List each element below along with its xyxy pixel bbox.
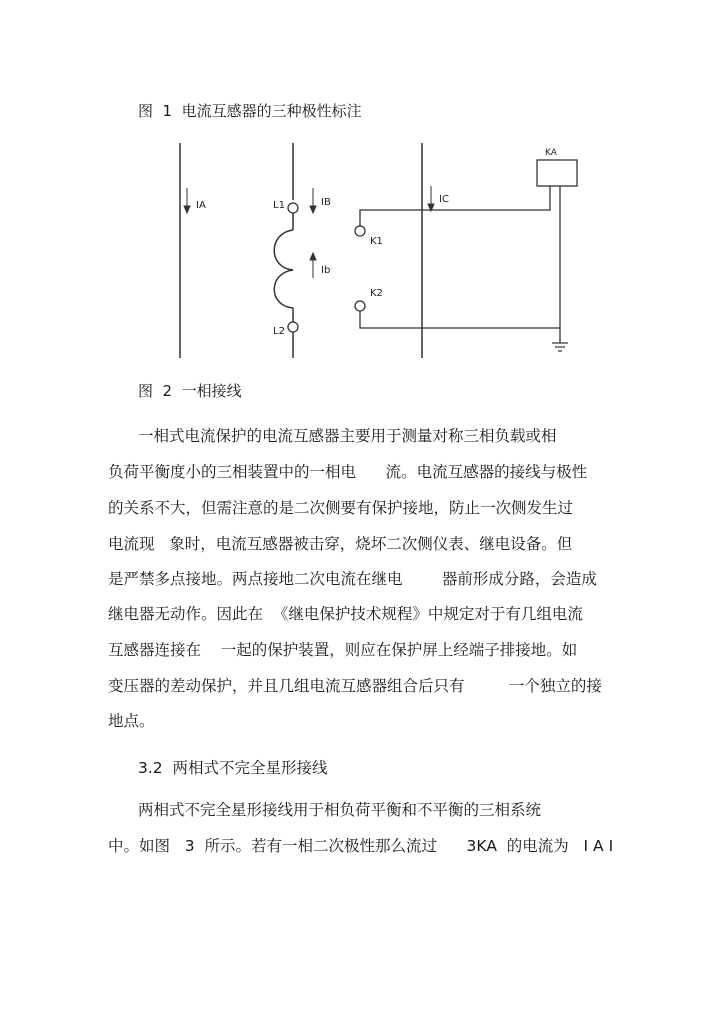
- paragraph-1-line-1: 一相式电流保护的电流互感器主要用于测量对称三相负载或相: [138, 427, 557, 445]
- paragraph-2-line-1: 两相式不完全星形接线用于相负荷平衡和不平衡的三相系统: [138, 801, 542, 819]
- figure-1-caption: 图 1 电流互感器的三种极性标注: [138, 102, 362, 120]
- paragraph-1-line-5: 是严禁多点接地。两点接地二次电流在继电 器前形成分路，会造成: [108, 570, 597, 588]
- label-l2: L2: [273, 326, 285, 337]
- paragraph-1-line-4: 电流现 象时，电流互感器被击穿，烧坏二次侧仪表、继电设备。但: [108, 535, 573, 553]
- current-arrow-a: [184, 188, 190, 213]
- paragraph-1-line-6: 继电器无动作。因此在 《继电保护技术规程》中规定对于有几组电流: [108, 605, 583, 623]
- paragraph-1-line-3: 的关系不大，但需注意的是二次侧要有保护接地，防止一次侧发生过: [108, 499, 574, 517]
- label-ka: KA: [545, 148, 557, 158]
- label-ib: IB: [321, 197, 331, 208]
- paragraph-2-line-2: 中。如图 3 所示。若有一相二次极性那么流过 3KA 的电流为 I A I: [108, 837, 614, 855]
- paragraph-1-line-2: 负荷平衡度小的三相装置中的一相电 流。电流互感器的接线与极性: [108, 463, 588, 481]
- label-ib-secondary: Ib: [321, 265, 331, 276]
- wire-k2-to-ground: [360, 311, 560, 328]
- label-ic: IC: [439, 194, 449, 205]
- label-ia: IA: [196, 200, 206, 211]
- paragraph-1-line-8: 变压器的差动保护，并且几组电流互感器组合后只有 一个独立的接: [108, 677, 602, 695]
- current-arrow-secondary: [310, 253, 316, 278]
- paragraph-1-line-9: 地点。: [108, 712, 155, 730]
- one-phase-connection-diagram: [160, 138, 600, 363]
- terminal-l1: [288, 203, 298, 213]
- figure-2-caption: 图 2 一相接线: [138, 382, 242, 400]
- relay-ka-box: [537, 160, 577, 186]
- current-arrow-b: [310, 188, 316, 213]
- label-k1: K1: [370, 236, 383, 247]
- paragraph-1-line-7: 互感器连接在 一起的保护装置，则应在保护屏上经端子排接地。如: [108, 641, 578, 659]
- terminal-l2: [288, 322, 298, 332]
- ground-icon: [552, 343, 568, 351]
- terminal-k1: [355, 226, 365, 236]
- terminal-k2: [355, 301, 365, 311]
- ct-coil-upper: [274, 230, 293, 270]
- label-k2: K2: [370, 288, 383, 299]
- wire-k1-to-relay: [360, 186, 550, 226]
- section-heading: 3.2 两相式不完全星形接线: [138, 759, 328, 777]
- current-arrow-c: [428, 186, 434, 211]
- label-l1: L1: [273, 200, 285, 211]
- ct-coil-lower: [274, 270, 293, 308]
